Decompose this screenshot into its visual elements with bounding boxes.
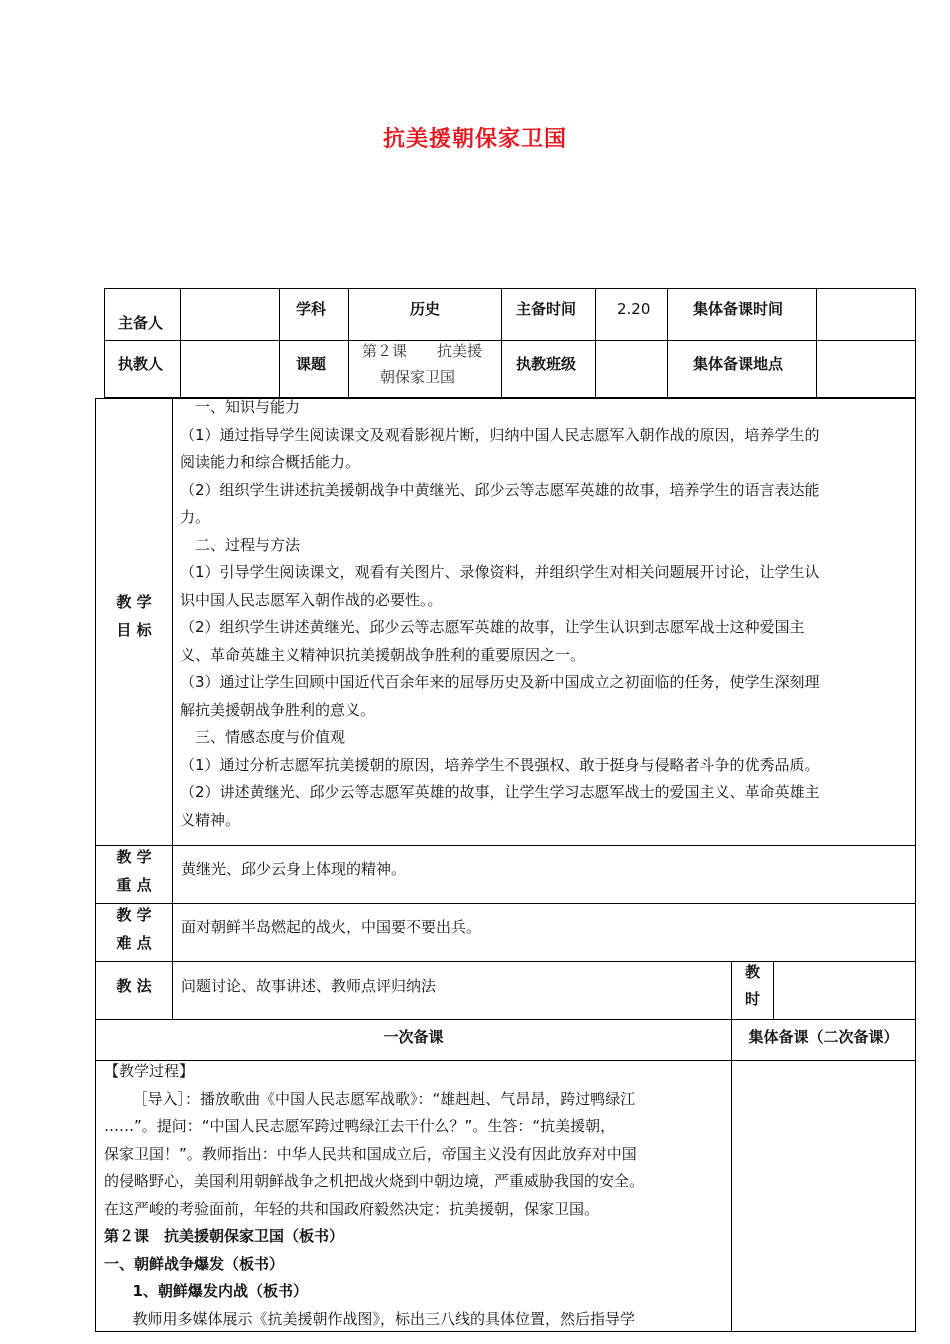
objectives-line: （1）通过指导学生阅读课文及观看影视片断，归纳中国人民志愿军入朝作战的原因，培养学生的 [180,425,820,444]
difficulty-label-1: 教 学 [116,906,152,924]
objectives-label-1: 教 学 [116,593,152,611]
objectives-line: （1）引导学生阅读课文，观看有关图片、录像资料，并组织学生对相关问题展开讨论，让学生认 [180,563,820,581]
prep-time-label: 主备时间 [516,300,577,318]
hours-label-2: 时 [744,990,760,1008]
objectives-line: 二、过程与方法 [180,535,301,554]
objectives-line: 三、情感态度与价值观 [180,728,346,746]
process-line: ……”。提问：“中国人民志愿军跨过鸭绿江去干什么？”。生答：“抗美援朝， [104,1117,616,1135]
first-prep-header: 一次备课 [383,1028,444,1046]
objectives-line: （1）通过分析志愿军抗美援朝的原因，培养学生不畏强权、敢于挺身与侵略者斗争的优秀品质。 [180,755,820,774]
difficulty-text: 面对朝鲜半岛燃起的战火，中国要不要出兵。 [181,918,482,936]
teacher-label: 执教人 [118,355,164,373]
preparer-label: 主备人 [118,314,164,332]
difficulty-label-2: 难 点 [116,934,152,952]
teaching-process [104,1058,729,1333]
board-section-1: 一、朝鲜战争爆发（板书） [104,1254,285,1273]
prep-time-value: 2.20 [617,300,651,318]
objectives-line: 解抗美援朝战争胜利的意义。 [180,700,376,719]
process-line: 教师用多媒体展示《抗美援朝作战图》，标出三八线的具体位置，然后指导学 [132,1309,636,1328]
objectives-line: （3）通过让学生回顾中国近代百余年来的屈辱历史及新中国成立之初面临的任务，使学生深刻理 [180,673,820,691]
board-subsection-1: 1、朝鲜爆发内战（板书） [132,1282,308,1300]
objectives-line: 义、革命英雄主义精神识抗美援朝战争胜利的重要原因之一。 [180,645,586,664]
objectives-line: 阅读能力和综合概括能力。 [180,453,361,471]
collective-prep-header: 集体备课（二次备课） [748,1028,899,1046]
process-line: 的侵略野心，美国利用朝鲜战争之机把战火烧到中朝边境，严重威胁我国的安全。 [104,1172,645,1190]
process-heading: 【教学过程】 [104,1062,195,1080]
objectives-line: （2）讲述黄继光、邱少云等志愿军英雄的故事，让学生学习志愿军战士的爱国主义、革命英雄主 [180,783,820,801]
key-point-text: 黄继光、邱少云身上体现的精神。 [181,860,407,878]
key-point-label-2: 重 点 [116,876,152,894]
objectives-line: 识中国人民志愿军入朝作战的必要性。。 [180,590,443,609]
objectives-label-2: 目 标 [116,621,152,639]
process-line: 保家卫国！”。教师指出：中华人民共和国成立后，帝国主义没有因此放弃对中国 [104,1144,637,1163]
objectives-line: 义精神。 [180,810,241,829]
process-line: 在这严峻的考验面前，年轻的共和国政府毅然决定：抗美援朝，保家卫国。 [104,1199,600,1218]
objectives-line: 力。 [180,508,211,526]
collective-time-label: 集体备课时间 [693,300,784,318]
method-label: 教 法 [116,977,152,995]
board-title: 第２课 抗美援朝保家卫国（板书） [104,1227,345,1245]
objectives-line: （2）组织学生讲述抗美援朝战争中黄继光、邱少云等志愿军英雄的故事，培养学生的语言表达能 [180,480,820,499]
topic-label: 课题 [296,355,327,373]
objectives-text [180,394,915,834]
process-line: ［导入］：播放歌曲《中国人民志愿军战歌》：“雄赳赳、气昂昂，跨过鸭绿江 [132,1089,636,1108]
objectives-line: 一、知识与能力 [180,398,301,416]
class-label: 执教班级 [516,355,577,373]
topic-value-line2: 朝保家卫国 [380,368,456,386]
subject-value: 历史 [409,300,440,318]
collective-place-label: 集体备课地点 [693,355,784,373]
hours-label-1: 教 [744,963,760,981]
page-title: 抗美援朝保家卫国 [382,127,567,152]
subject-label: 学科 [296,300,327,318]
method-text: 问题讨论、故事讲述、教师点评归纳法 [181,977,437,995]
objectives-line: （2）组织学生讲述黄继光、邱少云等志愿军英雄的故事，让学生认识到志愿军战士这种爱国主 [180,618,805,636]
key-point-label-1: 教 学 [116,848,152,866]
topic-value-line1: 第２课 抗美援 [362,342,483,360]
